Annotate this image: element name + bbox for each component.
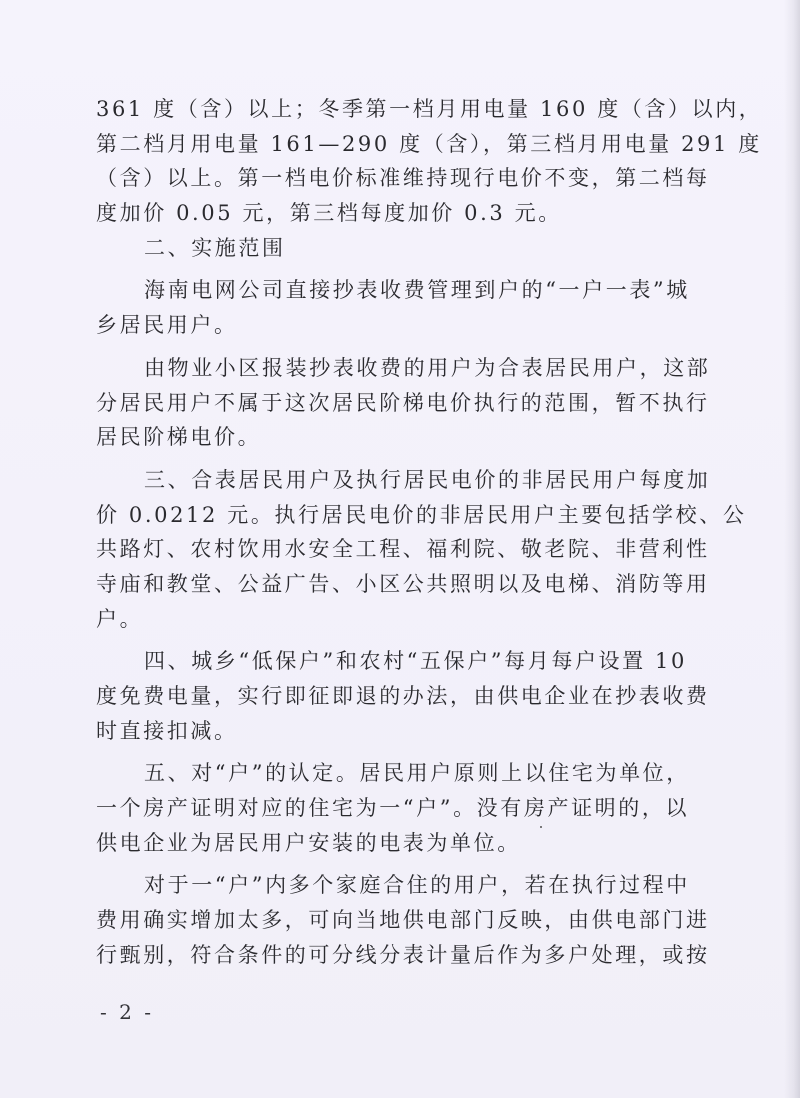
text-line: 三、合表居民用户及执行居民电价的非居民用户每度加 (144, 467, 711, 492)
text-line: 度免费电量，实行即征即退的办法，由供电企业在抄表收费 (96, 684, 710, 708)
scan-speck (540, 826, 542, 828)
text-line: 由物业小区报装抄表收费的用户为合表居民用户，这部 (144, 355, 711, 380)
text-line: 度加价 0.05 元，第三档每度加价 0.3 元。 (96, 201, 562, 226)
page-number: - 2 - (100, 1000, 154, 1024)
text-line: 四、城乡“低保户”和农村“五保户”每月每户设置 10 (144, 649, 687, 674)
text-line: 价 0.0212 元。执行居民电价的非居民用户主要包括学校、公 (96, 502, 747, 527)
text-line: 五、对“户”的认定。居民用户原则上以住宅为单位， (144, 761, 690, 786)
text-line: （含）以上。第一档电价标准维持现行电价不变，第二档每 (96, 166, 710, 191)
text-line: 寺庙和教堂、公益广告、小区公共照明以及电梯、消防等用 (96, 571, 710, 596)
text-line: 对于一“户”内多个家庭合住的用户，若在执行过程中 (144, 873, 690, 898)
text-line: 二、实施范围 (144, 235, 286, 260)
text-line: 供电企业为居民用户安装的电表为单位。 (96, 830, 521, 855)
text-line: 乡居民用户。 (96, 313, 238, 338)
text-line: 居民阶梯电价。 (96, 425, 262, 450)
text-line: 第二档月用电量 161—290 度（含），第三档月用电量 291 度 (96, 131, 762, 156)
document-body (96, 92, 763, 973)
text-line: 361 度（含）以上；冬季第一档月用电量 160 度（含）以内， (96, 97, 763, 121)
text-line: 时直接扣减。 (96, 718, 238, 743)
text-line: 费用确实增加太多，可向当地供电部门反映，由供电部门进 (96, 908, 710, 933)
text-line: 海南电网公司直接抄表收费管理到户的“一户一表”城 (144, 278, 690, 303)
text-line: 一个房产证明对应的住宅为一“户”。没有房产证明的，以 (96, 796, 690, 821)
text-line: 户。 (96, 606, 144, 631)
text-line: 共路灯、农村饮用水安全工程、福利院、敬老院、非营利性 (96, 537, 710, 562)
text-line: 行甄别，符合条件的可分线分表计量后作为多户处理，或按 (96, 942, 710, 967)
text-line: 分居民用户不属于这次居民阶梯电价执行的范围，暂不执行 (96, 390, 710, 415)
